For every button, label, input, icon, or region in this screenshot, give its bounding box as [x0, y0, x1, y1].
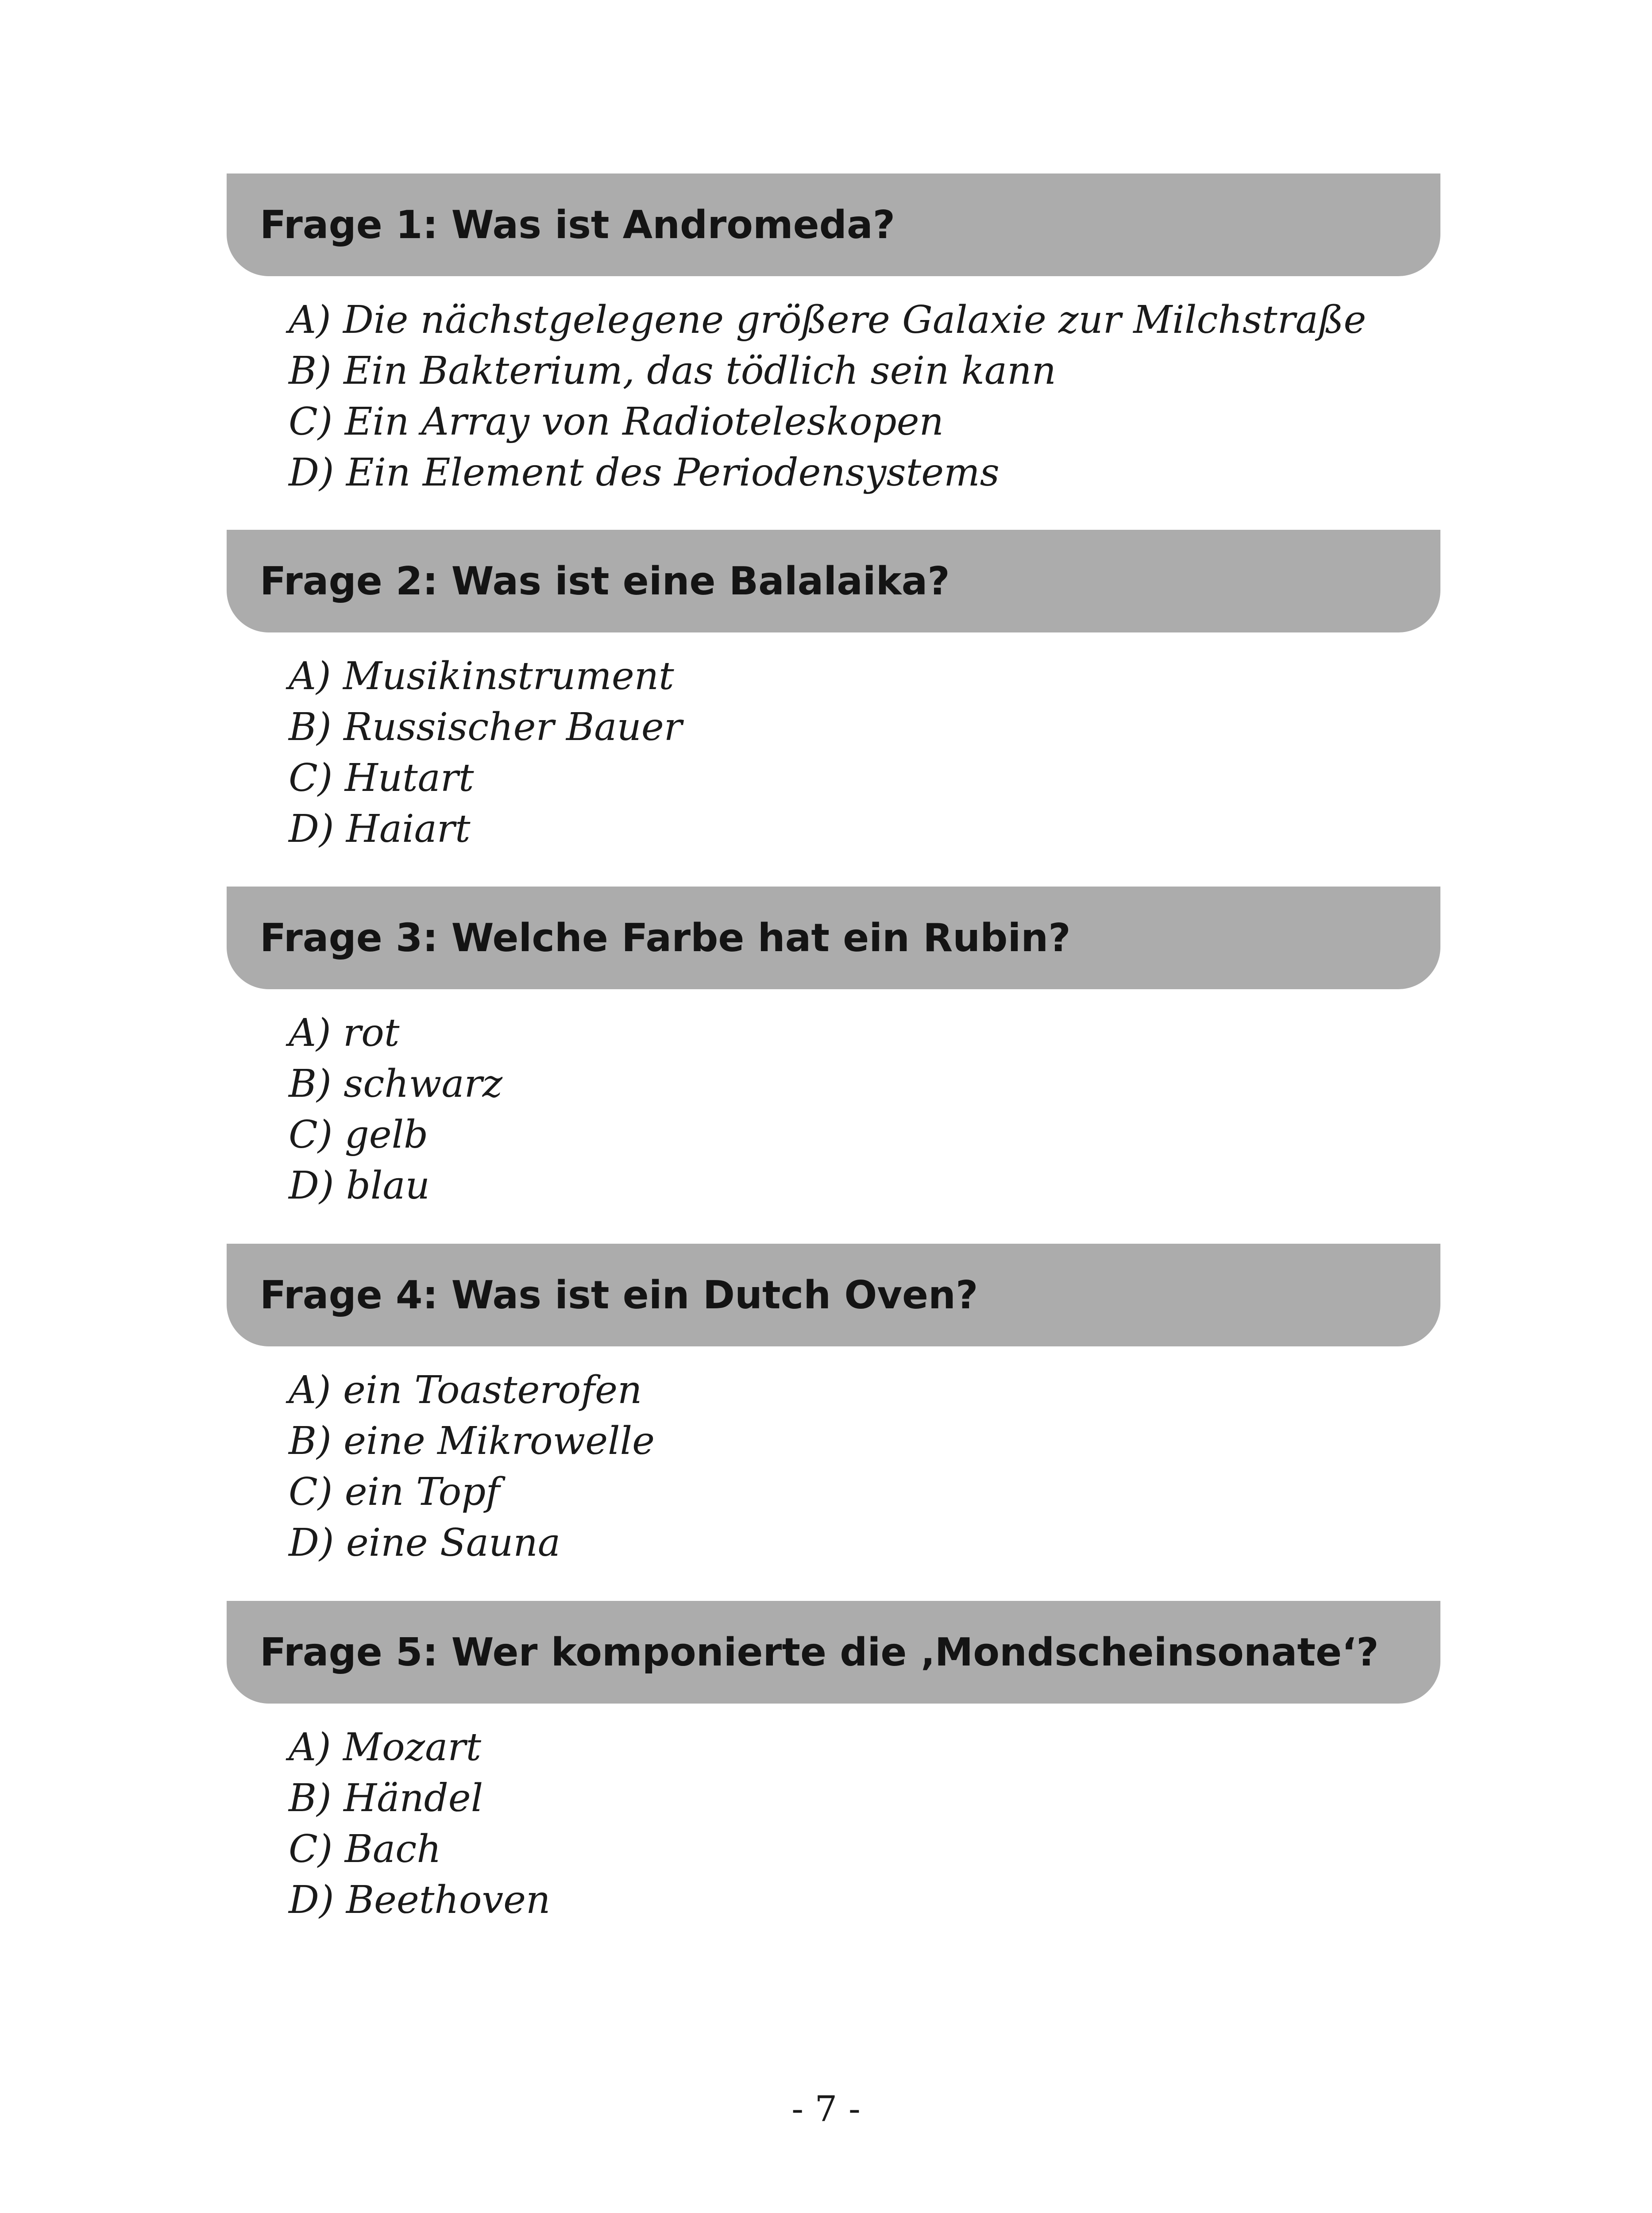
- answer-list: [227, 1365, 1440, 1569]
- question-header: [227, 887, 1440, 989]
- question-header: [227, 530, 1440, 632]
- answer-option-b: B) Ein Bakterium, das tödlich sein kann: [289, 349, 1056, 393]
- answer-option-d: D) Beethoven: [289, 1878, 551, 1922]
- answer-option-c: C) Bach: [289, 1827, 441, 1871]
- answer-option-a: A) ein Toasterofen: [289, 1368, 642, 1412]
- answer-option-c: C) gelb: [289, 1113, 428, 1157]
- answer-option-c: C) ein Topf: [289, 1470, 500, 1514]
- answer-list: [227, 651, 1440, 855]
- answer-option-b: B) eine Mikrowelle: [289, 1419, 655, 1463]
- answer-option-d: D) blau: [289, 1164, 430, 1208]
- answer-option-a: A) Musikinstrument: [289, 654, 674, 698]
- answer-option-a: A) rot: [289, 1011, 400, 1055]
- question-title: Frage 1: Was ist Andromeda?: [260, 202, 895, 247]
- answer-option-d: D) Haiart: [289, 807, 471, 851]
- question-4: [227, 1244, 1440, 1569]
- question-title: Frage 5: Wer komponierte die ‚Mondscheinsonate‘?: [260, 1630, 1379, 1675]
- answer-option-c: C) Hutart: [289, 756, 474, 800]
- question-title: Frage 3: Welche Farbe hat ein Rubin?: [260, 915, 1071, 960]
- answer-option-b: B) schwarz: [289, 1062, 503, 1106]
- answer-option-a: A) Die nächstgelegene größere Galaxie zur Milchstraße: [289, 298, 1366, 342]
- answer-option-d: D) Ein Element des Periodensystems: [289, 451, 1000, 495]
- answer-list: [227, 295, 1440, 498]
- question-2: [227, 530, 1440, 855]
- answer-option-b: B) Händel: [289, 1776, 483, 1820]
- answer-list: [227, 1008, 1440, 1211]
- question-5: [227, 1601, 1440, 1926]
- question-header: [227, 173, 1440, 276]
- answer-option-c: C) Ein Array von Radioteleskopen: [289, 400, 944, 444]
- answer-option-b: B) Russischer Bauer: [289, 705, 682, 749]
- question-title: Frage 4: Was ist ein Dutch Oven?: [260, 1272, 978, 1318]
- question-title: Frage 2: Was ist eine Balalaika?: [260, 559, 950, 604]
- answer-option-a: A) Mozart: [289, 1725, 482, 1770]
- page-number: - 7 -: [791, 2088, 861, 2129]
- question-header: [227, 1601, 1440, 1704]
- question-1: [227, 173, 1440, 498]
- answer-option-d: D) eine Sauna: [289, 1521, 561, 1565]
- answer-list: [227, 1722, 1440, 1926]
- question-3: [227, 887, 1440, 1211]
- question-header: [227, 1244, 1440, 1346]
